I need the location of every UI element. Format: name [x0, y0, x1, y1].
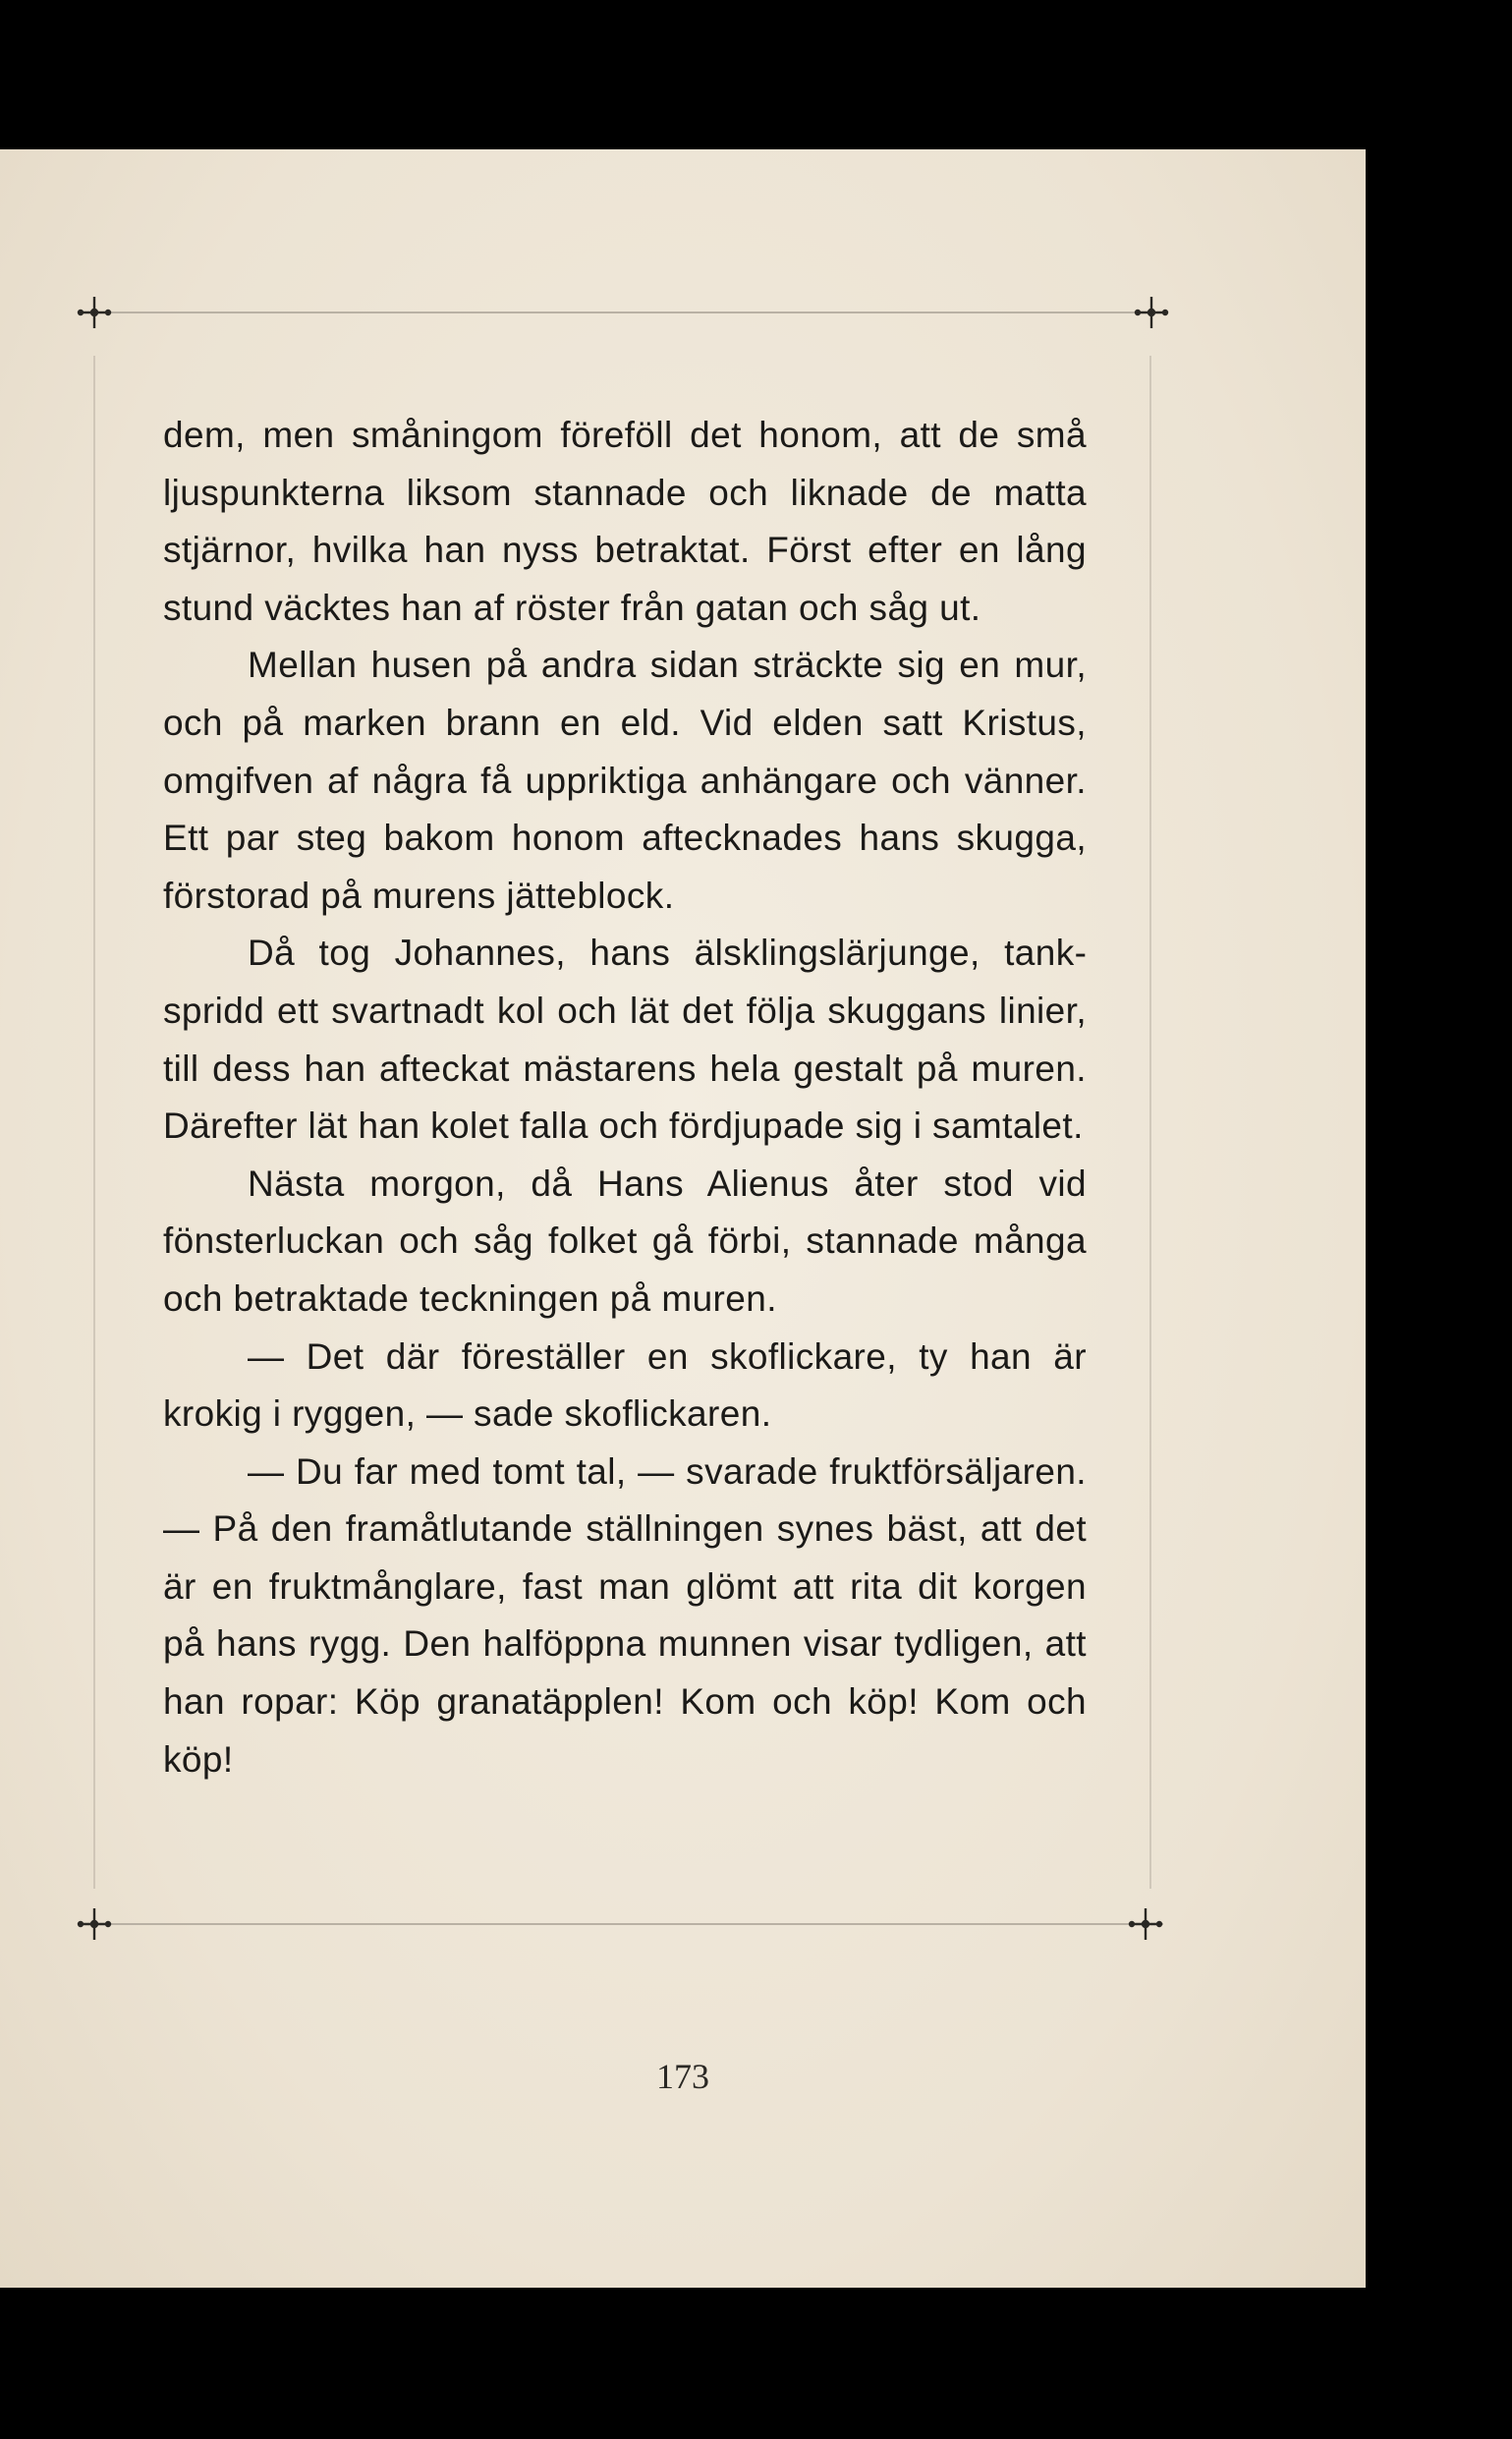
paragraph-2: Mellan husen på andra sidan sträckte sig en mur, och på marken brann en eld. Vid elden satt Kristus, omgifven af några få uppriktiga anhängare och vänner. Ett par steg bakom honom aftecknades hans skugga, förstorad på murens jätteblock.	[163, 645, 1087, 916]
paragraph-5: — Det där föreställer en skoflickare, ty han är krokig i ryggen, — sade skoflickaren.	[163, 1335, 1087, 1435]
corner-ornament-bottom-right-icon	[1126, 1904, 1165, 1944]
body-text	[163, 407, 1087, 1788]
right-rule	[1149, 356, 1151, 1889]
left-rule	[93, 356, 95, 1889]
bottom-rule	[108, 1923, 1163, 1925]
corner-ornament-top-right-icon	[1132, 293, 1171, 332]
paragraph-6: — Du far med tomt tal, — svarade fruktförsäljaren. — På den framåtlutande ställningen synes bäst, att det är en fruktmånglare, fast man glömt att rita dit korgen på hans rygg. Den halföppna munnen visar tydligen, att han ropar: Köp granatäpplen! Kom och köp! Kom och köp!	[163, 1450, 1087, 1780]
book-page	[0, 149, 1366, 2288]
paragraph-4: Nästa morgon, då Hans Alienus åter stod vid fönsterluckan och såg folket gå förbi, stannade många och betraktade teckningen på muren.	[163, 1163, 1087, 1319]
top-rule	[108, 312, 1163, 313]
paragraph-3: Då tog Johannes, hans älsklingslärjunge, tankspridd ett svartnadt kol och lät det följa skuggans linier, till dess han afteckat mästarens hela gestalt på muren. Därefter lät han kolet falla och fördjupade sig i samtalet.	[163, 933, 1087, 1147]
paragraph-1: dem, men småningom föreföll det honom, att de små ljuspunkterna liksom stannade och liknade de matta stjärnor, hvilka han nyss betraktat. Först efter en lång stund väcktes han af röster från gatan och såg ut.	[163, 415, 1087, 628]
page-number: 173	[656, 2057, 709, 2096]
corner-ornament-bottom-left-icon	[75, 1904, 114, 1944]
corner-ornament-top-left-icon	[75, 293, 114, 332]
